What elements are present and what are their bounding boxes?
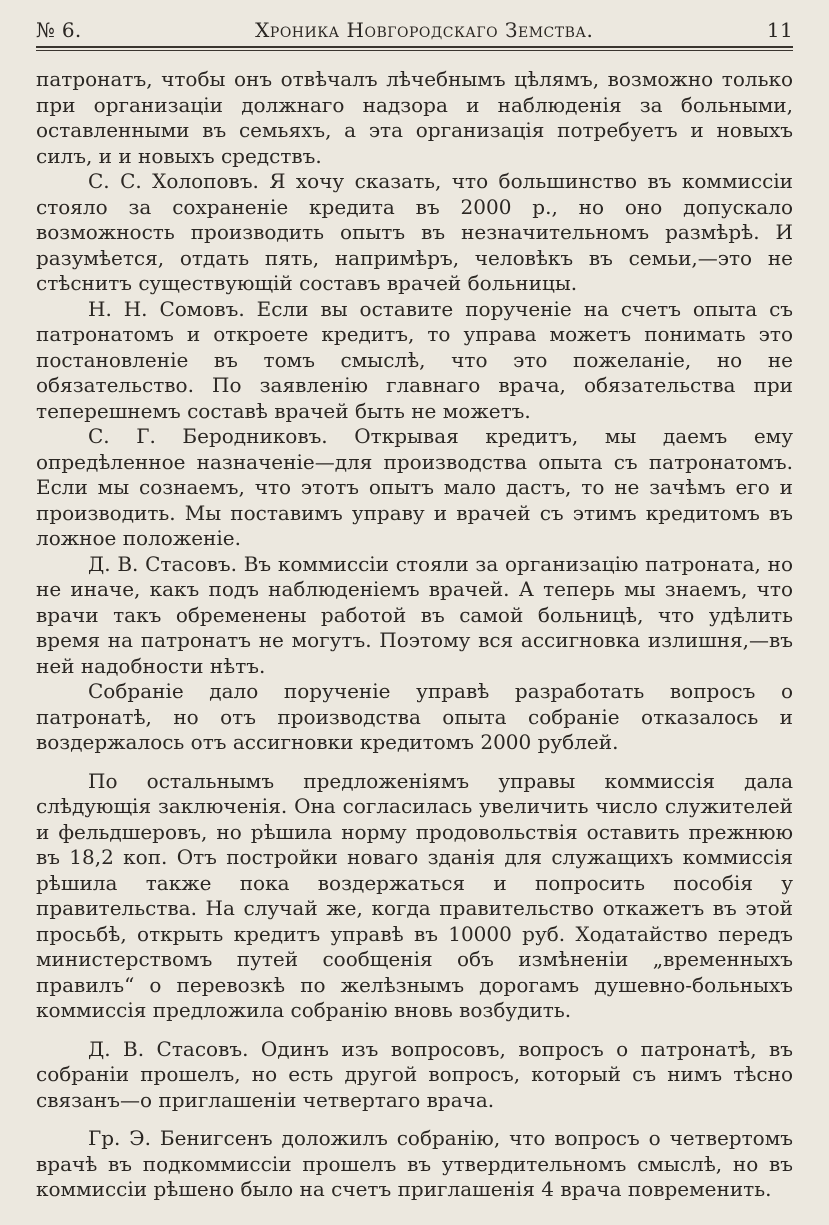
paragraph: Н. Н. Сомовъ. Если вы оставите порученіе на счетъ опыта съ патронатомъ и откроете кредитъ, то управа можетъ понимать это постановленіе въ томъ смыслѣ, что это пожеланіе, но не обязательство. По заявленію главнаго врача, обязательства при теперешнемъ составѣ врачей быть не можетъ.: [36, 296, 793, 423]
running-header: [36, 18, 793, 42]
paragraph: Собраніе дало порученіе управѣ разработать вопросъ о патронатѣ, но отъ производства опыта собраніе отказалось и воздержалось отъ ассигновки кредитомъ 2000 рублей.: [36, 679, 793, 754]
issue-number: № 6.: [36, 18, 82, 42]
paragraph: С. С. Холоповъ. Я хочу сказать, что большинство въ коммиссіи стояло за сохраненіе кредита въ 2000 р., но оно допускало возможность производить опытъ въ незначительномъ размѣрѣ. И разумѣется, отдать пять, напримѣръ, человѣкъ въ семьи,—это не стѣснитъ существующій составъ врачей больницы.: [36, 169, 793, 295]
paragraph: С. Г. Беродниковъ. Открывая кредитъ, мы даемъ ему опредѣленное назначеніе—для производства опыта съ патронатомъ. Если мы сознаемъ, что этотъ опытъ мало дастъ, то не зачѣмъ его и производить. Мы поставимъ управу и врачей съ этимъ кредитомъ въ ложное положеніе.: [36, 424, 793, 550]
header-rule: [36, 46, 793, 48]
header-rule-thin: [36, 50, 793, 51]
paragraph: патронатъ, чтобы онъ отвѣчалъ лѣчебнымъ цѣлямъ, возможно только при организаціи должнаго надзора и наблюденія за больными, оставленными въ семьяхъ, а эта организація потребуетъ и новыхъ силъ, и и новыхъ средствъ.: [36, 67, 793, 168]
paragraph: Д. В. Стасовъ. Одинъ изъ вопросовъ, вопросъ о патронатѣ, въ собраніи прошелъ, но есть другой вопросъ, который съ нимъ тѣсно связанъ—о приглашеніи четвертаго врача.: [36, 1036, 793, 1112]
body-text: [36, 67, 793, 1203]
paragraph: По остальнымъ предложеніямъ управы коммиссія дала слѣдующія заключенія. Она согласилась увеличить число служителей и фельдшеровъ, но рѣшила норму продовольствія оставить прежнюю въ 18,2 коп. Отъ постройки новаго зданія для служащихъ коммиссія рѣшила также пока воздержаться и попросить пособія у правительства. На случай же, когда правительство откажетъ въ этой просьбѣ, открыть кредитъ управѣ въ 10000 руб. Ходатайство передъ министерствомъ путей сообщенія объ измѣненіи „временныхъ правилъ“ о перевозкѣ по желѣзнымъ дорогамъ душевно-больныхъ коммиссія предложила собранію вновь возбудить.: [36, 768, 793, 1022]
paragraph: Гр. Э. Бенигсенъ доложилъ собранію, что вопросъ о четвертомъ врачѣ въ подкоммиссіи прошелъ въ утвердительномъ смыслѣ, но въ коммиссіи рѣшено было на счетъ приглашенія 4 врача повременить.: [36, 1126, 793, 1201]
paragraph: Д. В. Стасовъ. Въ коммиссіи стояли за организацію патроната, но не иначе, какъ подъ наблюденіемъ врачей. А теперь мы знаемъ, что врачи такъ обременены работой въ самой больницѣ, что удѣлить время на патронатъ не могутъ. Поэтому вся ассигновка излишня,—въ ней надобности нѣтъ.: [36, 551, 793, 678]
journal-title: Хроника Новгородскаго Земства.: [255, 18, 594, 42]
page-number: 11: [766, 18, 793, 42]
